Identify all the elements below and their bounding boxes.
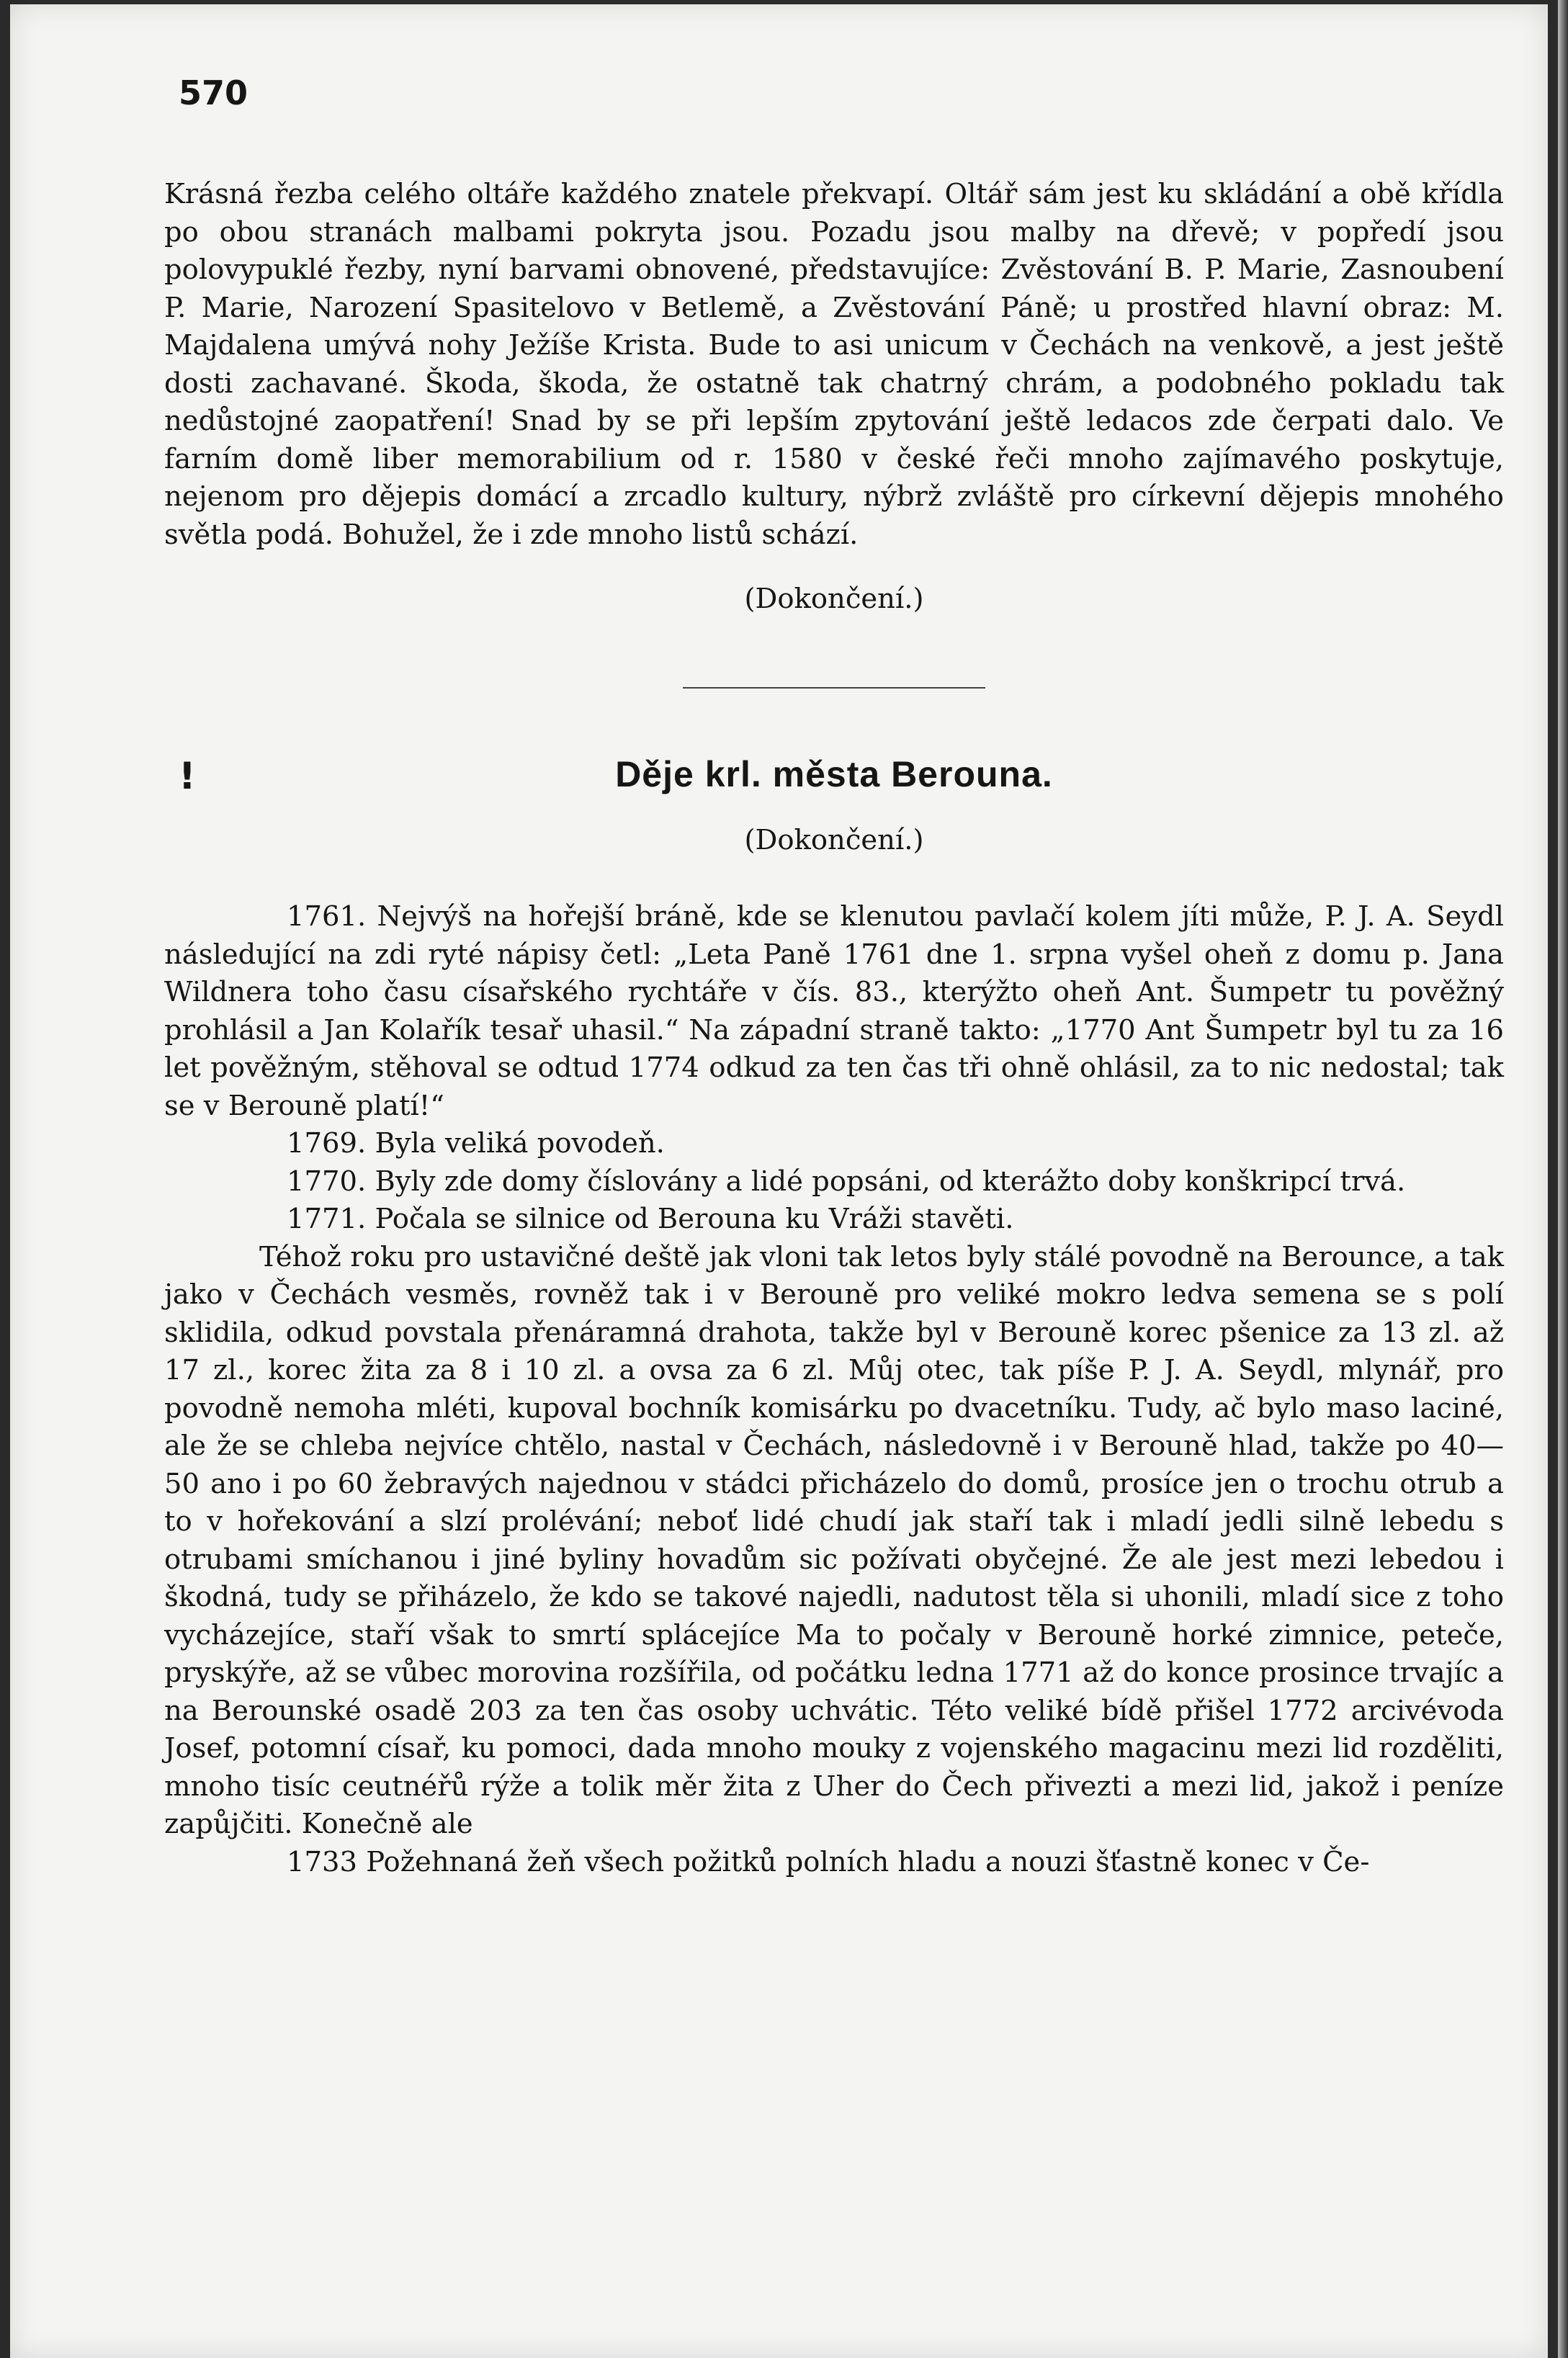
entry-1770: 1770. Byly zde domy číslovány a lidé popsáni, od kterážto doby konškripcí trvá.	[287, 1165, 1406, 1198]
entry-1769: 1769. Byla veliká povodeň.	[287, 1127, 665, 1160]
entry-1733: 1733 Požehnaná žeň všech požitků polních hladu a nouzi šťastně konec v Če-	[287, 1845, 1370, 1878]
entry-1771: 1771. Počala se silnice od Berouna ku Vráži stavěti.	[287, 1203, 1014, 1235]
section-subtitle: (Dokončení.)	[744, 824, 924, 856]
section-heading-row	[164, 753, 1504, 804]
page-edge-shadow	[1558, 0, 1568, 2358]
section-title: Děje krl. města Berouna.	[615, 754, 1053, 794]
entry-1761: 1761. Nejvýš na hořejší bráně, kde se klenutou pavlačí kolem jíti může, P. J. A. Seydl následující na zdi ryté nápisy četl: „Leta Paně 1761 dne 1. srpna vyšel oheň z domu p. Jana Wildnera toho času císařského rychtáře v čís. 83., kterýžto oheň Ant. Šumpetr tu pověžný prohlásil a Jan Kolařík tesař uhasil.“ Na západní straně takto: „1770 Ant Šumpetr byl tu za 16 let pověžným, stěhoval se odtud 1774 odkud za ten čas tři ohně ohlásil, za to nic nedostal; tak se v Berouně platí!“	[164, 900, 1504, 1122]
entry-same-year-paragraph: Téhož roku pro ustavičné deště jak vloni tak letos byly stálé povodně na Berounce, a tak jako v Čechách vesměs, rovněž tak i v Berouně pro veliké mokro ledva semena se s polí sklidila, odkud povstala přenáramná drahota, takže byl v Berouně korec pšenice za 13 zl. až 17 zl., korec žita za 8 i 10 zl. a ovsa za 6 zl. Můj otec, tak píše P. J. A. Seydl, mlynář, pro povodně nemoha mléti, kupoval bochník komisárku po dvacetníku. Tudy, ač bylo maso laciné, ale že se chleba nejvíce chtělo, nastal v Čechách, následovně i v Berouně hlad, takže po 40—50 ano i po 60 žebravých najednou v stádci přicházelo do domů, prosíce jen o trochu otrub a to v hořekování a slzí prolévání; neboť lidé chudí jak staří tak i mladí jedli silně lebedu s otrubami smíchanou i jiné byliny hovadům sic požívati obyčejné. Že ale jest mezi lebedou i škodná, tudy se přiházelo, že kdo se takové najedli, nadutost těla si uhonili, mladí sice z toho vycházejíce, staří však to smrtí splácejíce Ma to počaly v Berouně horké zimnice, peteče, pryskýře, až se vůbec morovina rozšířila, od počátku ledna 1771 až do konce prosince trvajíc a na Berounské osadě 203 za ten čas osoby uchvátic. Této veliké bídě přišel 1772 arcivévoda Josef, potomní císař, ku pomoci, dada mnoho mouky z vojenského magacinu mezi lid rozděliti, mnoho tisíc ceutnéřů rýže a tolik měr žita z Uher do Čech přivezti a mezi lid, jakož i peníze zapůjčiti. Konečně ale	[164, 1240, 1504, 1840]
margin-mark: !	[179, 755, 196, 798]
book-page	[10, 4, 1548, 2358]
entries	[164, 898, 1504, 1881]
top-paragraph: Krásná řezba celého oltáře každého znatele překvapí. Oltář sám jest ku skládání a obě křídla po obou stranách malbami pokryta jsou. Pozadu jsou malby na dřevě; v popředí jsou polovypuklé řezby, nyní barvami obnovené, představujíce: Zvěstování B. P. Marie, Zasnoubení P. Marie, Narození Spasitelovo v Betlemě, a Zvěstování Páně; u prostřed hlavní obraz: M. Majdalena umývá nohy Ježíše Krista. Bude to asi unicum v Čechách na venkově, a jest ještě dosti zachavané. Škoda, škoda, že ostatně tak chatrný chrám, a podobného pokladu tak nedůstojné zaopatření! Snad by se při lepším zpytování ještě ledacos zde čerpati dalo. Ve farním domě liber memorabilium od r. 1580 v české řeči mnoho zajímavého poskytuje, nejenom pro dějepis domácí a zrcadlo kultury, nýbrž zvláště pro církevní dějepis mnohého světla podá. Bohužel, že i zde mnoho listů schází.	[164, 178, 1504, 551]
page-number: 570	[179, 73, 248, 112]
section-divider	[683, 687, 985, 689]
page-content	[164, 73, 1504, 1881]
continued-note: (Dokončení.)	[744, 583, 924, 615]
